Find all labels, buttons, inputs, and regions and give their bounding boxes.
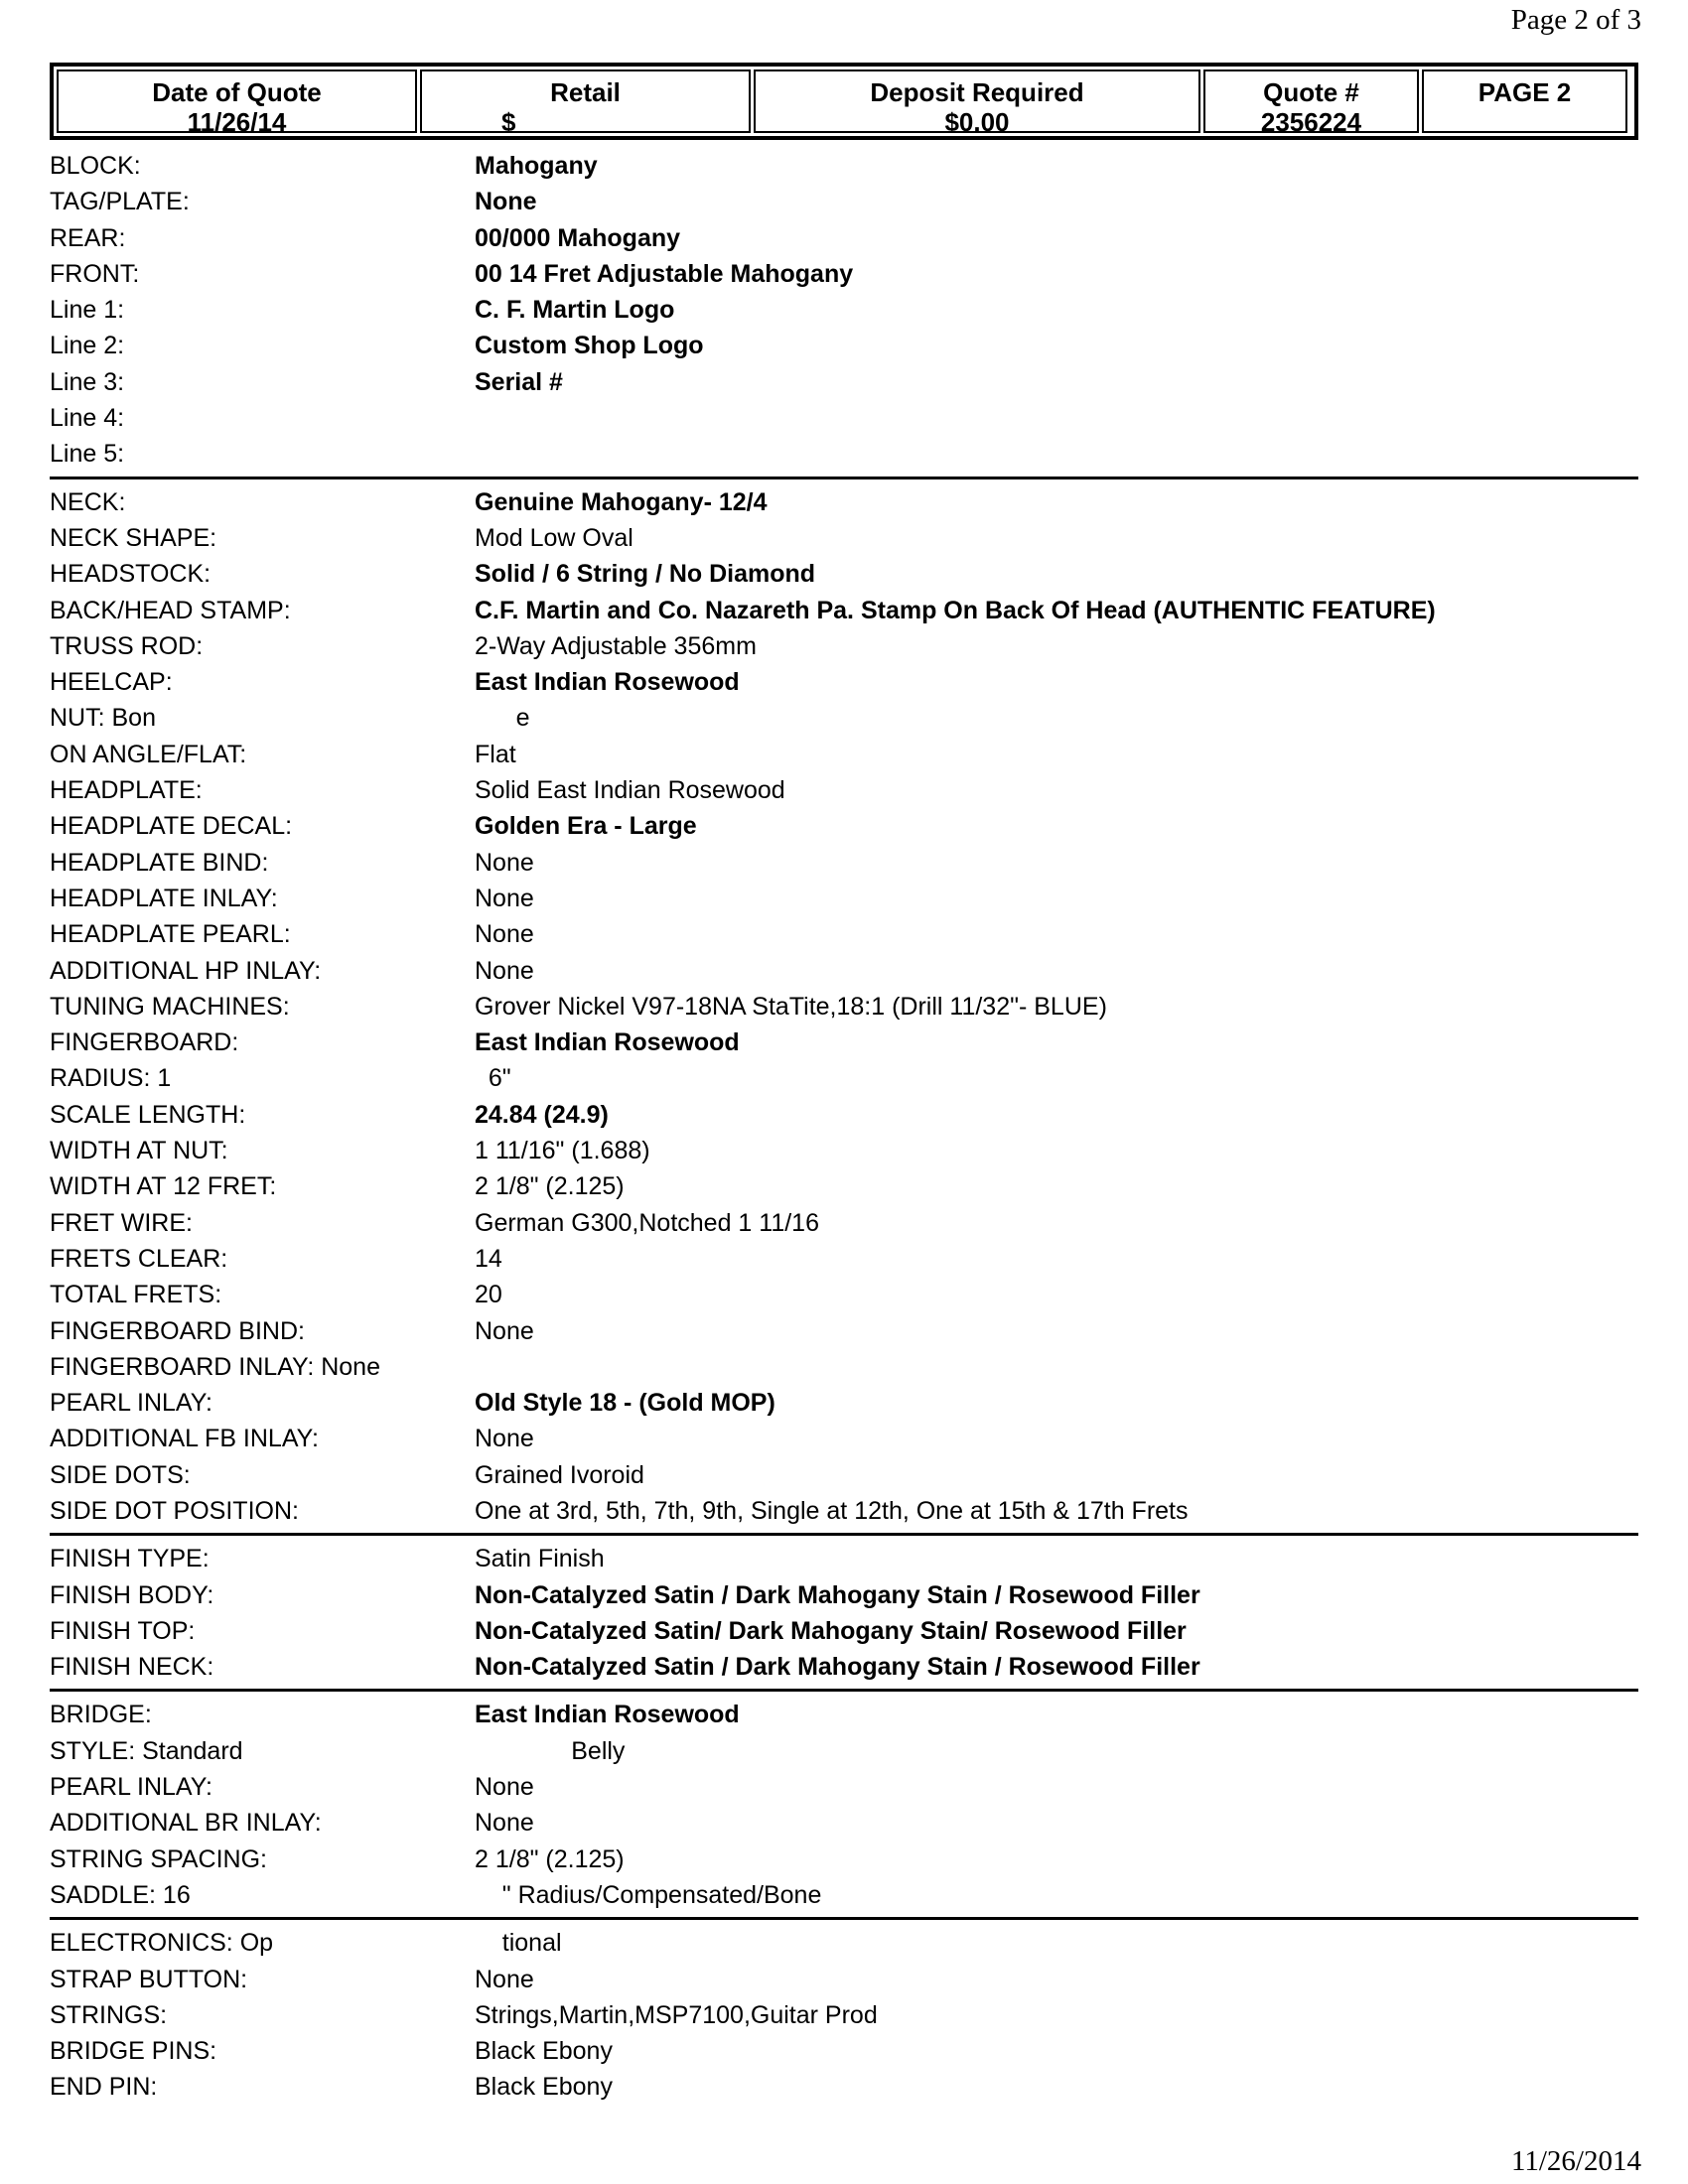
spec-row (50, 1734, 1638, 1770)
spec-row (50, 1134, 1638, 1169)
spec-value: 1 11/16" (1.688) (475, 1137, 650, 1165)
quote-number-cell (1203, 69, 1419, 137)
spec-label: Line 3: (50, 367, 125, 396)
spec-row (50, 1422, 1638, 1457)
quote-header-table (50, 63, 1638, 140)
spec-value: e (475, 704, 530, 733)
date-of-quote-cell (57, 69, 417, 137)
spec-value: East Indian Rosewood (475, 1028, 740, 1057)
spec-value: Satin Finish (475, 1545, 605, 1573)
spec-row (50, 2034, 1638, 2070)
spec-row (50, 954, 1638, 990)
spec-label: ADDITIONAL BR INLAY: (50, 1809, 322, 1838)
spec-row (50, 809, 1638, 845)
spec-label: HEADPLATE: (50, 776, 203, 805)
spec-label: PEARL INLAY: (50, 1773, 212, 1802)
spec-row (50, 221, 1638, 257)
spec-label: HEADSTOCK: (50, 560, 211, 589)
section-divider (50, 477, 1638, 479)
spec-row (50, 773, 1638, 809)
spec-row (50, 521, 1638, 557)
spec-row (50, 365, 1638, 401)
spec-row (50, 149, 1638, 185)
spec-row (50, 882, 1638, 917)
spec-label: FRONT: (50, 259, 140, 288)
spec-row (50, 1806, 1638, 1842)
spec-label: HEELCAP: (50, 668, 173, 697)
spec-value: Solid / 6 String / No Diamond (475, 560, 816, 589)
spec-label: STRING SPACING: (50, 1844, 268, 1873)
spec-label: WIDTH AT NUT: (50, 1137, 228, 1165)
spec-value: " Radius/Compensated/Bone (475, 1880, 822, 1909)
spec-row (50, 594, 1638, 629)
spec-value: 00/000 Mahogany (475, 223, 681, 252)
spec-value: None (475, 1773, 534, 1802)
section-divider (50, 1689, 1638, 1692)
spec-row (50, 1878, 1638, 1914)
spec-value: None (475, 188, 537, 216)
spec-row (50, 1926, 1638, 1962)
spec-row (50, 185, 1638, 220)
spec-value: Mod Low Oval (475, 523, 633, 552)
spec-value: 20 (475, 1281, 502, 1309)
spec-row (50, 1242, 1638, 1278)
spec-value: Genuine Mahogany- 12/4 (475, 487, 768, 516)
spec-value: One at 3rd, 5th, 7th, 9th, Single at 12th, One at 15th & 17th Frets (475, 1496, 1189, 1525)
spec-value: Grained Ivoroid (475, 1460, 644, 1489)
spec-label: Line 2: (50, 332, 125, 360)
spec-value: Black Ebony (475, 2073, 613, 2102)
spec-label: PEARL INLAY: (50, 1389, 212, 1418)
spec-label: FRET WIRE: (50, 1208, 193, 1237)
spec-value: Strings,Martin,MSP7100,Guitar Prod (475, 2000, 878, 2029)
spec-row (50, 1963, 1638, 1998)
spec-row (50, 1169, 1638, 1205)
quote-number-value: 2356224 (1260, 107, 1362, 137)
spec-row (50, 1650, 1638, 1686)
spec-row (50, 1350, 1638, 1386)
spec-row (50, 1098, 1638, 1134)
page-tag-cell (1422, 69, 1627, 133)
spec-label: HEADPLATE BIND: (50, 848, 269, 877)
spec-value: Non-Catalyzed Satin / Dark Mahogany Stain / Rosewood Filler (475, 1580, 1200, 1609)
spec-label: BLOCK: (50, 152, 141, 180)
spec-value: None (475, 884, 534, 912)
spec-value: Old Style 18 - (Gold MOP) (475, 1389, 775, 1418)
spec-value: Flat (475, 740, 516, 768)
spec-value: None (475, 1425, 534, 1453)
spec-row (50, 990, 1638, 1025)
footer-date: 11/26/2014 (1510, 2145, 1641, 2177)
spec-label: Line 5: (50, 440, 125, 469)
spec-label: STYLE: Standard (50, 1736, 243, 1765)
spec-row (50, 1614, 1638, 1650)
spec-label: ON ANGLE/FLAT: (50, 740, 247, 768)
spec-row (50, 665, 1638, 701)
spec-row (50, 846, 1638, 882)
spec-row (50, 1206, 1638, 1242)
spec-label: FINISH BODY: (50, 1580, 214, 1609)
spec-label: ADDITIONAL HP INLAY: (50, 956, 322, 985)
deposit-cell (754, 69, 1200, 137)
spec-row (50, 1386, 1638, 1422)
spec-label: FINISH TOP: (50, 1616, 196, 1645)
spec-value: 2 1/8" (2.125) (475, 1172, 625, 1201)
spec-row (50, 738, 1638, 773)
spec-row (50, 1278, 1638, 1313)
page-number: Page 2 of 3 (1510, 4, 1641, 36)
spec-label: REAR: (50, 223, 126, 252)
spec-row (50, 329, 1638, 364)
spec-value: Grover Nickel V97-18NA StaTite,18:1 (Drill 11/32"- BLUE) (475, 992, 1107, 1021)
spec-value: German G300,Notched 1 11/16 (475, 1208, 819, 1237)
spec-row (50, 1458, 1638, 1494)
spec-label: BRIDGE: (50, 1701, 152, 1729)
spec-row (50, 257, 1638, 293)
spec-row (50, 1314, 1638, 1350)
spec-label: STRINGS: (50, 2000, 168, 2029)
spec-label: TOTAL FRETS: (50, 1281, 222, 1309)
spec-value: Mahogany (475, 152, 598, 180)
spec-label: Line 4: (50, 404, 125, 433)
spec-label: TAG/PLATE: (50, 188, 190, 216)
spec-row (50, 1998, 1638, 2034)
spec-value: None (475, 848, 534, 877)
spec-value: 24.84 (24.9) (475, 1100, 609, 1129)
spec-value: Belly (475, 1736, 626, 1765)
spec-label: END PIN: (50, 2073, 158, 2102)
section-divider (50, 1917, 1638, 1920)
spec-value: 6" (475, 1064, 511, 1093)
spec-row (50, 437, 1638, 473)
spec-row (50, 1578, 1638, 1614)
spec-value: Non-Catalyzed Satin / Dark Mahogany Stain / Rosewood Filler (475, 1653, 1200, 1682)
spec-value: East Indian Rosewood (475, 1701, 740, 1729)
spec-value: None (475, 920, 534, 949)
spec-label: HEADPLATE INLAY: (50, 884, 278, 912)
spec-value: Black Ebony (475, 2037, 613, 2066)
retail-value: $ (501, 107, 516, 137)
spec-label: FINISH NECK: (50, 1653, 214, 1682)
quote-number-label: Quote # (1263, 77, 1359, 107)
page-tag: PAGE 2 (1477, 77, 1572, 107)
spec-row (50, 293, 1638, 329)
spec-label: ADDITIONAL FB INLAY: (50, 1425, 319, 1453)
spec-label: Line 1: (50, 296, 125, 325)
spec-value: East Indian Rosewood (475, 668, 740, 697)
spec-value: 2-Way Adjustable 356mm (475, 631, 757, 660)
spec-value: 14 (475, 1244, 502, 1273)
spec-label: WIDTH AT 12 FRET: (50, 1172, 277, 1201)
spec-row (50, 557, 1638, 593)
spec-row (50, 1542, 1638, 1577)
spec-label: SIDE DOTS: (50, 1460, 191, 1489)
spec-value: Non-Catalyzed Satin/ Dark Mahogany Stain/ Rosewood Filler (475, 1616, 1187, 1645)
spec-label: BRIDGE PINS: (50, 2037, 217, 2066)
spec-label: FRETS CLEAR: (50, 1244, 228, 1273)
spec-label: SCALE LENGTH: (50, 1100, 246, 1129)
spec-value: None (475, 1316, 534, 1345)
spec-row (50, 2070, 1638, 2106)
spec-label: BACK/HEAD STAMP: (50, 596, 291, 624)
date-of-quote-label: Date of Quote (152, 77, 322, 107)
spec-value: Custom Shop Logo (475, 332, 704, 360)
retail-cell (420, 69, 751, 137)
spec-value: None (475, 1809, 534, 1838)
spec-value: Golden Era - Large (475, 812, 697, 841)
spec-label: SADDLE: 16 (50, 1880, 191, 1909)
spec-label: HEADPLATE PEARL: (50, 920, 291, 949)
spec-label: NUT: Bon (50, 704, 156, 733)
spec-label: STRAP BUTTON: (50, 1965, 248, 1993)
spec-value: C. F. Martin Logo (475, 296, 675, 325)
spec-row (50, 401, 1638, 437)
spec-row (50, 1698, 1638, 1733)
spec-label: TUNING MACHINES: (50, 992, 290, 1021)
spec-value: tional (475, 1929, 562, 1958)
spec-label: FINGERBOARD INLAY: None (50, 1352, 380, 1381)
spec-label: ELECTRONICS: Op (50, 1929, 274, 1958)
spec-value: None (475, 1965, 534, 1993)
spec-label: HEADPLATE DECAL: (50, 812, 293, 841)
spec-value: None (475, 956, 534, 985)
spec-label: TRUSS ROD: (50, 631, 204, 660)
spec-label: RADIUS: 1 (50, 1064, 172, 1093)
spec-row (50, 1061, 1638, 1097)
spec-label: NECK SHAPE: (50, 523, 217, 552)
spec-label: FINISH TYPE: (50, 1545, 210, 1573)
spec-label: NECK: (50, 487, 126, 516)
spec-row (50, 1770, 1638, 1806)
spec-value: Solid East Indian Rosewood (475, 776, 785, 805)
spec-row (50, 701, 1638, 737)
spec-value: 00 14 Fret Adjustable Mahogany (475, 259, 854, 288)
spec-value: 2 1/8" (2.125) (475, 1844, 625, 1873)
spec-list (50, 149, 1638, 2107)
spec-row (50, 917, 1638, 953)
spec-label: SIDE DOT POSITION: (50, 1496, 299, 1525)
spec-value: C.F. Martin and Co. Nazareth Pa. Stamp On Back Of Head (AUTHENTIC FEATURE) (475, 596, 1436, 624)
spec-row (50, 485, 1638, 521)
spec-row (50, 1025, 1638, 1061)
spec-label: FINGERBOARD BIND: (50, 1316, 305, 1345)
spec-value: Serial # (475, 367, 563, 396)
section-divider (50, 1533, 1638, 1536)
deposit-value: $0.00 (944, 107, 1010, 137)
retail-label: Retail (550, 77, 621, 107)
spec-row (50, 1843, 1638, 1878)
date-of-quote-value: 11/26/14 (187, 107, 287, 137)
spec-label: FINGERBOARD: (50, 1028, 239, 1057)
deposit-label: Deposit Required (870, 77, 1084, 107)
spec-row (50, 629, 1638, 665)
spec-row (50, 1494, 1638, 1530)
